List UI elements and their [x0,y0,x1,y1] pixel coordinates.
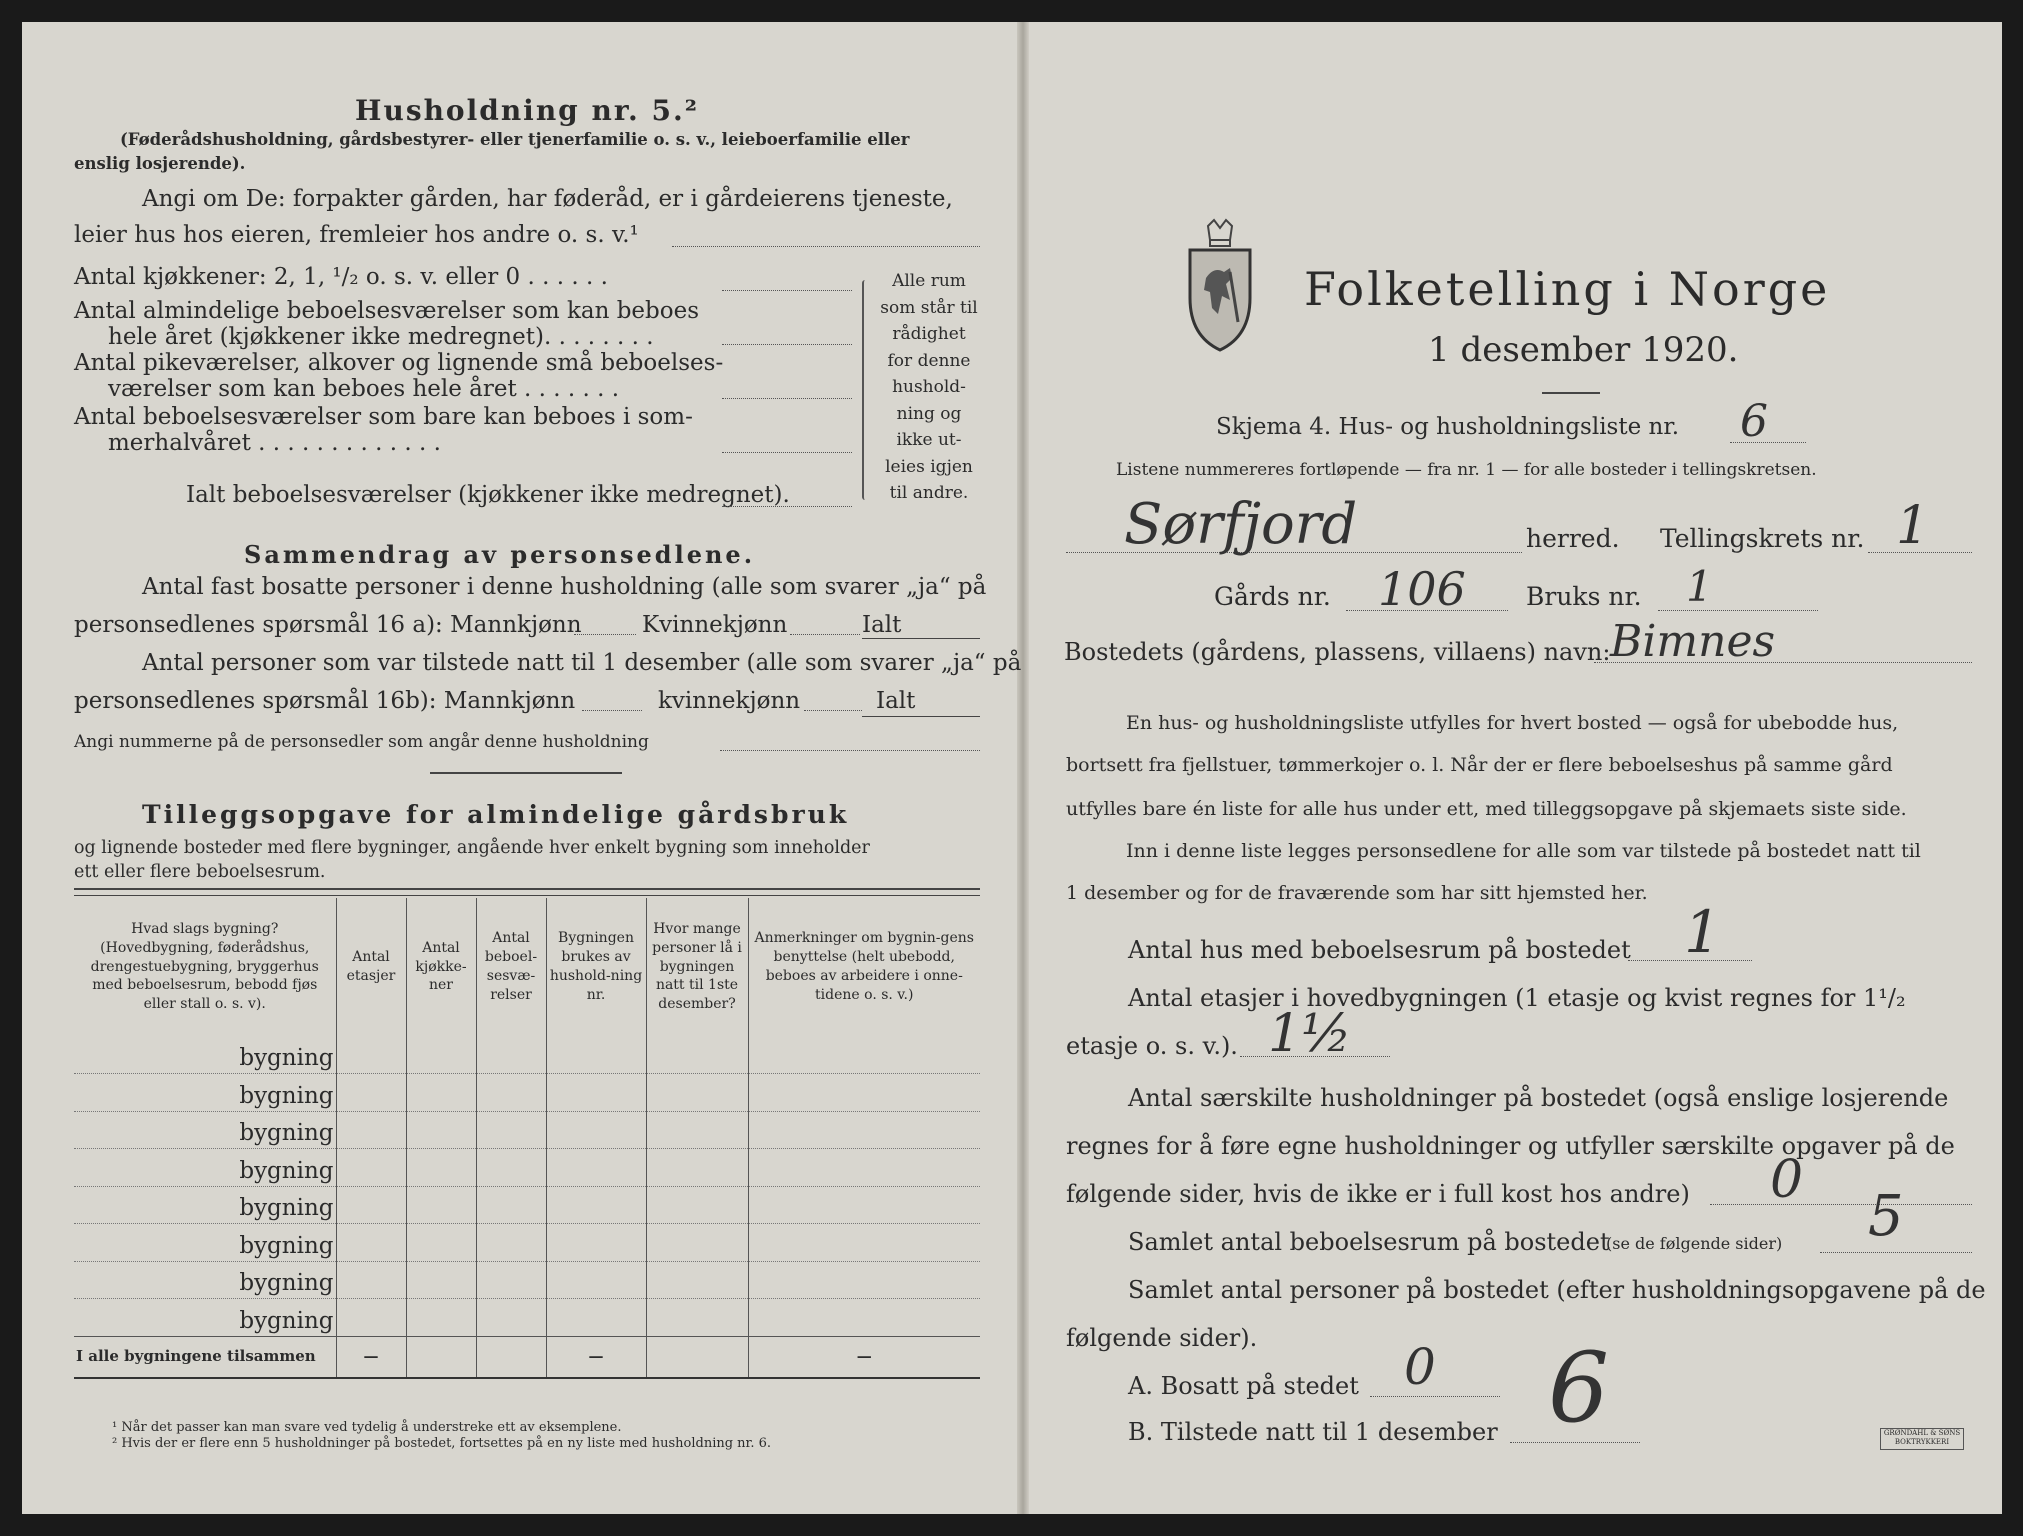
table-total-row [74,1336,980,1378]
houses-value: 1 [1684,898,1721,966]
table-header-row [74,898,980,1036]
side-note-brace [862,280,868,500]
schema-line: Skjema 4. Hus- og husholdningsliste nr. [1216,414,1680,440]
persons-question-2: følgende sider). [1066,1324,1258,1352]
summary-line-2a: personsedlenes spørsmål 16 a): Mannkjønn [74,612,582,638]
households-question-3: følgende sider, hvis de ikke er i full kost hos andre) [1066,1180,1690,1208]
instruction-1: En hus- og husholdningsliste utfylles for hvert bosted — også for ubebodde hus, [1126,712,1899,734]
resident-value: 0 [1404,1338,1436,1396]
male-resident-line [574,634,636,635]
herred-value: Sørfjord [1124,492,1358,557]
table-row [74,1224,980,1262]
female-resident-line [790,634,860,635]
header-persons [646,898,748,1036]
instruction-4: Inn i denne liste legges personsedlene for alle som var tilstede på bostedet natt til [1126,840,1921,862]
table-row [74,1149,980,1187]
gards-label: Gårds nr. [1214,582,1331,611]
buildings-table [74,898,980,1379]
total-rooms-value: 5 [1868,1184,1904,1249]
side-note-line: for denne [887,350,971,371]
extra-subtitle-1: og lignende bosteder med flere bygninger, angående hver enkelt bygning som inneholder [74,838,870,858]
houses-question: Antal hus med beboelsesrum på bostedet [1128,936,1631,964]
summary-line-4b: kvinnekjønn [658,688,801,714]
building-row-label: bygning [239,1270,334,1296]
building-cell [74,1111,336,1149]
summary-title: Sammendrag av personsedlene. [244,540,756,569]
maid-question-2: værelser som kan beboes hele året . . . . . . . [108,376,620,402]
male-present-line [582,710,642,711]
side-note-line: til andre. [889,483,969,503]
herred-label: herred. [1526,524,1620,553]
instruction-2: bortsett fra fjellstuer, tømmerkojer o. l. Når der er flere beboelseshus på samme gård [1066,754,1893,776]
total-rooms-answer-line [722,506,852,507]
table-row [74,1074,980,1112]
building-cell [74,1074,336,1112]
printer-stamp: GRØNDAHL & SØNS BOKTRYKKERI [1880,1428,1964,1450]
total-resident-line [862,638,980,639]
side-note-line: ning og [896,403,962,424]
households-line [1710,1204,1972,1205]
building-cell [74,1299,336,1337]
household-subtitle-line2: enslig losjerende). [74,154,246,173]
building-row-label: bygning [239,1082,334,1109]
header-kitchens-text: Antal kjøkke-ner [415,939,467,994]
resident-label: A. Bosatt på stedet [1128,1372,1359,1400]
maid-answer-line [722,398,852,399]
summary-line-1: Antal fast bosatte personer i denne husholdning (alle som svarer „ja“ på [142,574,987,600]
side-note-line: Alle rum [892,271,966,291]
page-fold [1017,22,1029,1514]
building-row-label: bygning [239,1195,334,1221]
rooms-question-1: Antal almindelige beboelsesværelser som kan beboes [74,298,700,324]
building-cell [74,1149,336,1187]
building-row-label: bygning [239,1045,334,1071]
floors-question-1: Antal etasjer i hovedbygningen (1 etasje og kvist regnes for 1¹/₂ [1128,984,1906,1012]
households-question-2: regnes for å føre egne husholdninger og utfyller særskilte opgaver på de [1066,1132,1955,1160]
total-present-line [862,716,980,717]
total-rooms-line-right [1820,1252,1972,1253]
building-row-label: bygning [239,1232,334,1259]
side-note-line: leies igjen [885,456,973,477]
extra-title: Tilleggsopgave for almindelige gårdsbruk [142,800,850,829]
gards-value: 106 [1378,562,1466,616]
bosted-value: Bimnes [1610,616,1776,667]
building-cell [74,1261,336,1299]
header-building-type-text: Hvad slags bygning? (Hovedbygning, føderådshus, drengestuebygning, bryggerhus med beboelsesrum, bebodd fjøs eller stall o. s. v). [90,920,319,1013]
title-divider [1542,392,1600,394]
maid-question-1: Antal pikeværelser, alkover og lignende små beboelses- [74,350,724,376]
table-row [74,1186,980,1224]
table-top-rule-2 [74,895,980,896]
header-household-no [546,898,646,1036]
table-row [74,1111,980,1149]
summary-line-2c: Ialt [862,612,902,638]
total-label: I alle bygningene tilsammen [76,1346,316,1365]
building-row-label: bygning [239,1157,334,1184]
header-rooms-text: Antal beboel-sesvæ-relser [484,930,538,1003]
numbering-note: Listene nummereres fortløpende — fra nr. 1 — for alle bosteder i tellingskretsen. [1116,460,1817,480]
extra-subtitle-2: ett eller flere beboelsesrum. [74,862,326,882]
header-household-no-text: Bygningen brukes av hushold-ning nr. [549,930,643,1003]
female-present-line [804,710,862,711]
bosted-label: Bostedets (gårdens, plassens, villaens) navn: [1064,638,1611,666]
bruks-label: Bruks nr. [1526,582,1642,611]
header-rooms [476,898,546,1036]
table-row [74,1036,980,1074]
summer-question-2: merhalvåret . . . . . . . . . . . . . [108,430,441,456]
side-note-line: som står til [880,297,978,318]
building-cell [74,1224,336,1262]
resident-line [1370,1396,1500,1397]
tellingskrets-value: 1 [1896,496,1930,556]
household-title: Husholdning nr. 5.² [355,94,700,127]
total-rooms-note: (se de følgende sider) [1606,1234,1783,1253]
total-household: — [546,1336,646,1378]
total-remarks: — [748,1336,980,1378]
summary-line-3: Antal personer som var tilstede natt til 1 desember (alle som svarer „ja“ på [142,650,1022,676]
footnote-1: ¹ Når det passer kan man svare ved tydelig å understreke ett av eksemplene. [112,1420,622,1435]
side-note-line: hushold- [892,377,966,397]
summary-line-2b: Kvinnekjønn [642,612,788,638]
instruction-5: 1 desember og for de fraværende som har sitt hjemsted her. [1066,882,1648,904]
angi-line-1: Angi om De: forpakter gården, har føderåd, er i gårdeierens tjeneste, [142,186,953,212]
person-numbers-line [720,750,980,751]
total-label-cell [74,1336,336,1378]
angi-answer-line [672,246,980,247]
rooms-answer-line [722,344,852,345]
floors-value: 1½ [1268,1004,1352,1064]
table-top-rule [74,888,980,890]
census-title: Folketelling i Norge [1304,262,1831,316]
summary-line-4a: personsedlenes spørsmål 16b): Mannkjønn [74,688,576,714]
header-floors-text: Antal etasjer [346,949,396,984]
households-question-1: Antal særskilte husholdninger på bostedet (også enslige losjerende [1128,1084,1949,1112]
total-rooms-question-right: Samlet antal beboelsesrum på bostedet [1128,1228,1610,1256]
side-note-line: rådighet [892,324,966,344]
total-rooms-question: Ialt beboelsesværelser (kjøkkener ikke medregnet). [186,482,790,508]
building-row-label: bygning [239,1120,334,1146]
header-remarks [748,898,980,1036]
building-cell [74,1186,336,1224]
side-note-line: ikke ut- [896,430,962,450]
norway-coat-of-arms-icon [1184,218,1256,358]
floors-question-2: etasje o. s. v.). [1066,1032,1238,1060]
tellingskrets-label: Tellingskrets nr. [1660,524,1865,553]
present-label: B. Tilstede natt til 1 desember [1128,1418,1498,1446]
household-subtitle-line1: (Føderådshusholdning, gårdsbestyrer- eller tjenerfamilie o. s. v., leieboerfamilie eller [120,130,910,149]
summer-answer-line [722,452,852,453]
schema-number-value: 6 [1740,396,1768,447]
section-divider [430,772,622,774]
header-building-type [74,898,336,1036]
kitchens-question: Antal kjøkkener: 2, 1, ¹/₂ o. s. v. eller 0 . . . . . . [74,264,608,290]
census-date: 1 desember 1920. [1428,330,1739,370]
present-value: 6 [1548,1332,1610,1444]
header-kitchens [406,898,476,1036]
bruks-line [1658,610,1818,611]
summer-question-1: Antal beboelsesværelser som bare kan beboes i som- [74,404,693,430]
side-note [874,268,984,507]
instruction-3: utfylles bare én liste for alle hus under ett, med tilleggsopgave på skjemaets siste side. [1066,798,1907,820]
rooms-question-2: hele året (kjøkkener ikke medregnet). . . . . . . . [108,324,654,350]
building-cell [74,1036,336,1074]
summary-line-4c: Ialt [876,688,916,714]
table-row [74,1261,980,1299]
total-floors: — [336,1336,406,1378]
households-value: 0 [1770,1150,1804,1210]
bruks-value: 1 [1686,562,1713,611]
header-persons-text: Hvor mange personer lå i bygningen natt til 1ste desember? [652,920,742,1013]
building-row-label: bygning [239,1307,334,1334]
angi-line-2: leier hus hos eieren, fremleier hos andre o. s. v.¹ [74,222,639,248]
header-floors [336,898,406,1036]
footnote-2: ² Hvis der er flere enn 5 husholdninger på bostedet, fortsettes på en ny liste med husholdning nr. 6. [112,1436,772,1451]
summary-line-5: Angi nummerne på de personsedler som angår denne husholdning [74,732,649,752]
table-row [74,1299,980,1337]
kitchens-answer-line [722,290,852,291]
persons-question-1: Samlet antal personer på bostedet (efter husholdningsopgavene på de [1128,1276,1986,1304]
header-remarks-text: Anmerkninger om bygnin-gens benyttelse (helt ubebodd, beboes av arbeidere i onne-tidene o. s. v.) [754,930,974,1003]
